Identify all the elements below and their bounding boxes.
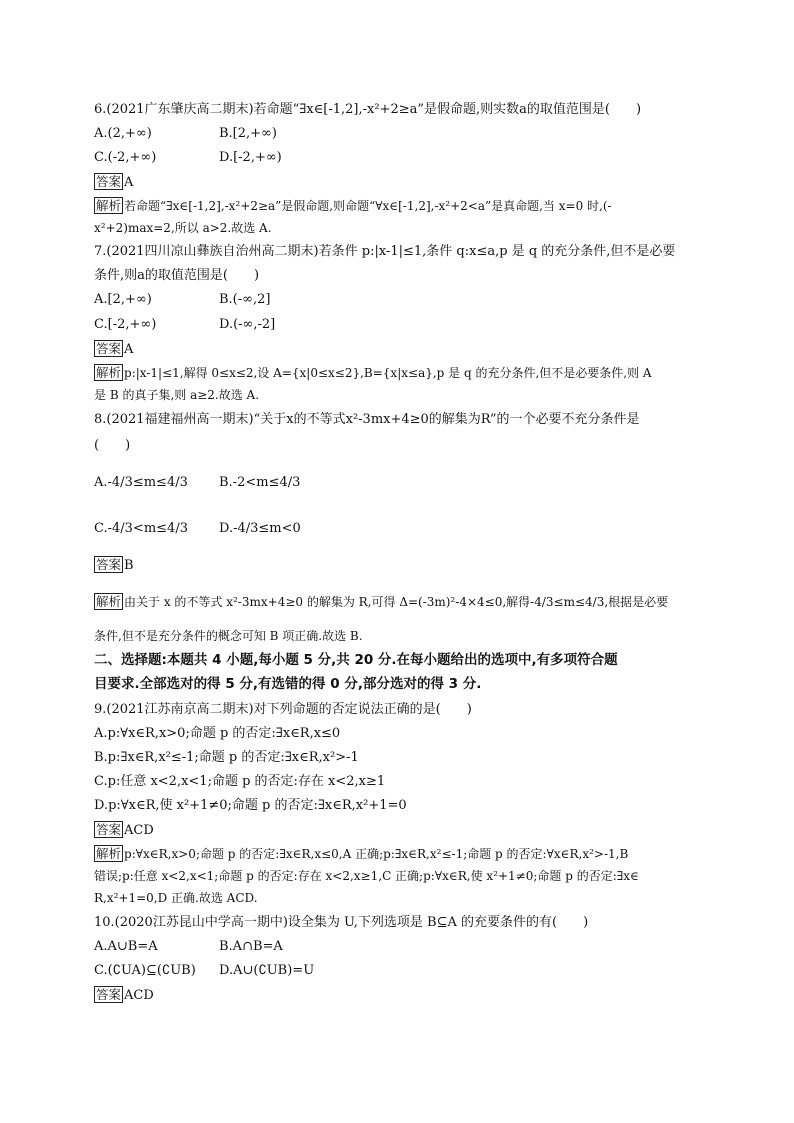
q10-option-c: C.(∁UA)⊆(∁UB) xyxy=(94,963,196,978)
q8-stem-line-2: ( ) xyxy=(94,438,131,453)
q6-option-c: C.(-2,+∞) xyxy=(94,150,157,165)
q6-option-d: D.[-2,+∞) xyxy=(219,150,282,165)
q7-option-d: D.(-∞,-2] xyxy=(219,317,276,332)
q8-option-b: B.-2<m≤4/3 xyxy=(219,475,301,490)
q7-answer-value: A xyxy=(124,342,134,357)
q6-analysis-text-1: 若命题“∃x∈[-1,2],-x²+2≥a”是假命题,则命题“∀x∈[-1,2],-x²+2<a”是真命题,当 x=0 时,(- xyxy=(124,199,612,213)
q9-stem: 9.(2021江苏南京高二期末)对下列命题的否定说法正确的是( ) xyxy=(94,702,472,717)
q9-answer xyxy=(94,821,154,840)
q8-option-a: A.-4/3≤m≤4/3 xyxy=(94,475,188,490)
q8-stem-line-1: 8.(2021福建福州高一期末)“关于x的不等式x²-3mx+4≥0的解集为R”的一个必要不充分条件是 xyxy=(94,412,640,427)
q9-answer-value: ACD xyxy=(124,823,154,838)
analysis-label: 解析 xyxy=(96,365,122,380)
q8-option-d: D.-4/3≤m<0 xyxy=(219,521,301,536)
q7-stem-line-1: 7.(2021四川凉山彝族自治州高二期末)若条件 p:|x-1|≤1,条件 q:x≤a,p 是 q 的充分条件,但不是必要 xyxy=(94,244,676,259)
q9-analysis-line-1 xyxy=(94,845,628,863)
q6-analysis-line-1 xyxy=(94,197,612,215)
q10-answer-value: ACD xyxy=(124,988,154,1003)
q9-analysis-text-1: p:∀x∈R,x>0;命题 p 的否定:∃x∈R,x≤0,A 正确;p:∃x∈R,x²≤-1;命题 p 的否定:∀x∈R,x²>-1,B xyxy=(124,847,629,861)
q6-answer xyxy=(94,173,133,192)
q9-analysis-line-3: R,x²+1=0,D 正确.故选 ACD. xyxy=(94,891,258,905)
q8-answer-value: B xyxy=(124,558,134,573)
q8-analysis-line-1 xyxy=(94,593,668,611)
analysis-label: 解析 xyxy=(96,846,122,861)
q7-option-c: C.[-2,+∞) xyxy=(94,317,157,332)
answer-label: 答案 xyxy=(96,987,122,1002)
q9-option-b: B.p:∃x∈R,x²≤-1;命题 p 的否定:∃x∈R,x²>-1 xyxy=(94,750,359,765)
analysis-label: 解析 xyxy=(96,594,122,609)
answer-label: 答案 xyxy=(96,174,122,189)
analysis-label: 解析 xyxy=(96,198,122,213)
answer-label: 答案 xyxy=(96,557,122,572)
q7-stem-line-2: 条件,则a的取值范围是( ) xyxy=(94,268,260,283)
q10-answer xyxy=(94,986,154,1005)
q8-analysis-line-2: 条件,但不是充分条件的概念可知 B 项正确.故选 B. xyxy=(94,629,363,643)
q6-analysis-line-2: x²+2)max=2,所以 a>2.故选 A. xyxy=(94,221,272,235)
q7-analysis-line-2: 是 B 的真子集,则 a≥2.故选 A. xyxy=(94,388,260,402)
q10-option-b: B.A∩B=A xyxy=(219,939,283,954)
q10-option-d: D.A∪(∁UB)=U xyxy=(219,963,315,978)
q8-analysis-text-1: 由关于 x 的不等式 x²-3mx+4≥0 的解集为 R,可得 Δ=(-3m)²-4×4≤0,解得-4/3≤m≤4/3,根据是必要 xyxy=(124,595,669,609)
q8-answer xyxy=(94,556,134,575)
q9-option-c: C.p:任意 x<2,x<1;命题 p 的否定:存在 x<2,x≥1 xyxy=(94,774,386,789)
q6-option-b: B.[2,+∞) xyxy=(219,126,277,141)
q6-option-a: A.(2,+∞) xyxy=(94,126,152,141)
q6-answer-value: A xyxy=(124,175,134,190)
q9-analysis-line-2: 错误;p:任意 x<2,x<1;命题 p 的否定:存在 x<2,x≥1,C 正确;p:∀x∈R,使 x²+1≠0;命题 p 的否定:∃x∈ xyxy=(94,869,639,883)
q10-stem: 10.(2020江苏昆山中学高一期中)设全集为 U,下列选项是 B⊆A 的充要条件的有( ) xyxy=(94,915,589,930)
q7-analysis-text-1: p:|x-1|≤1,解得 0≤x≤2,设 A={x|0≤x≤2},B={x|x≤a},p 是 q 的充分条件,但不是必要条件,则 A xyxy=(124,366,652,380)
section-2-heading-line-2: 目要求.全部选对的得 5 分,有选错的得 0 分,部分选对的得 3 分. xyxy=(94,676,482,692)
q8-option-c: C.-4/3<m≤4/3 xyxy=(94,521,188,536)
q10-option-a: A.A∪B=A xyxy=(94,939,158,954)
answer-label: 答案 xyxy=(96,822,122,837)
q7-option-a: A.[2,+∞) xyxy=(94,292,152,307)
q9-option-d: D.p:∀x∈R,使 x²+1≠0;命题 p 的否定:∃x∈R,x²+1=0 xyxy=(94,798,407,813)
q7-option-b: B.(-∞,2] xyxy=(219,292,271,307)
q6-stem: 6.(2021广东肇庆高二期末)若命题“∃x∈[-1,2],-x²+2≥a”是假命题,则实数a的取值范围是( ) xyxy=(94,102,642,117)
q9-option-a: A.p:∀x∈R,x>0;命题 p 的否定:∃x∈R,x≤0 xyxy=(94,726,341,741)
answer-label: 答案 xyxy=(96,341,122,356)
q7-analysis-line-1 xyxy=(94,364,652,382)
section-2-heading-line-1: 二、选择题:本题共 4 小题,每小题 5 分,共 20 分.在每小题给出的选项中,有多项符合题 xyxy=(94,652,618,668)
q7-answer xyxy=(94,340,133,359)
